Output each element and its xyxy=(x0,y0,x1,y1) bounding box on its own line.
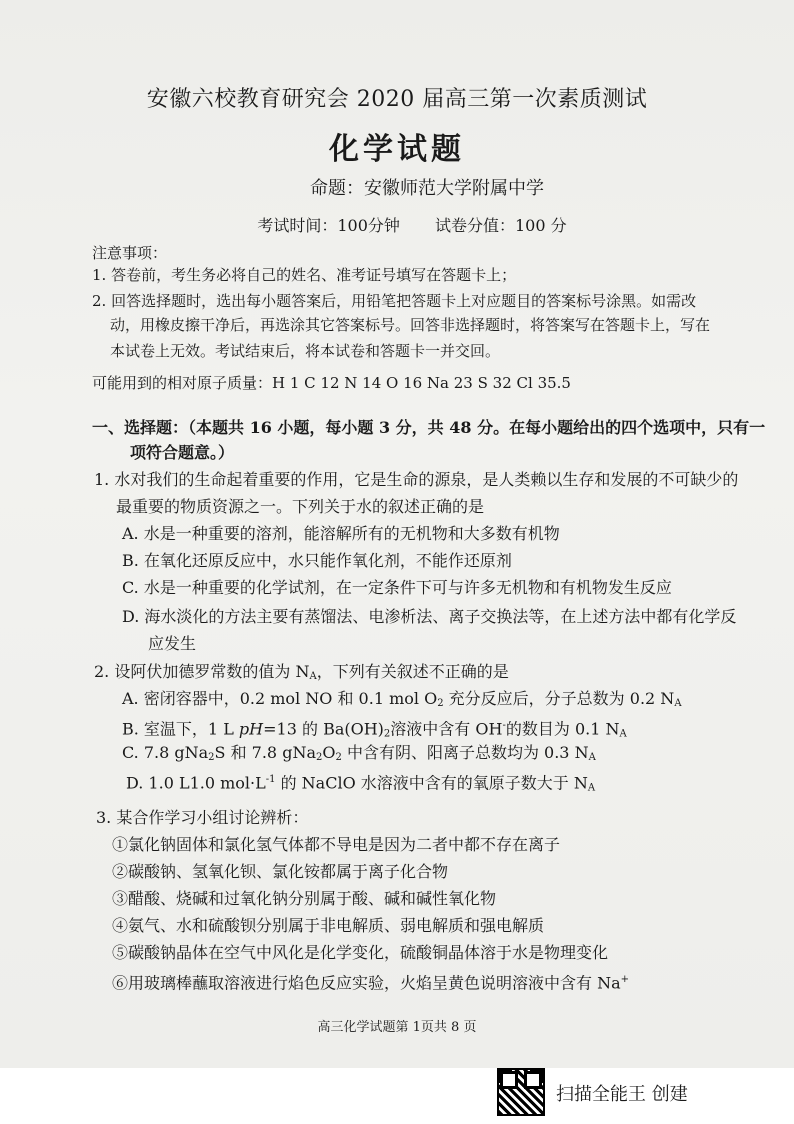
notice-item-1: 1. 答卷前，考生务必将自己的姓名、准考证号填写在答题卡上； xyxy=(92,266,517,284)
notice-item-2-cont: 动，用橡皮擦干净后，再选涂其它答案标号。回答非选择题时，将答案写在答题卡上，写在 xyxy=(110,316,711,334)
q3-statement-4: ④氨气、水和硫酸钡分别属于非电解质、弱电解质和强电解质 xyxy=(112,916,545,935)
q2-option-b: B. 室温下，1 L pH=13 的 $Ba(OH)_2$溶液中含有 OH-的数目为 0.1 $N_A$ xyxy=(122,719,627,740)
section-heading: 一、选择题：（本题共 16 小题，每小题 3 分，共 48 分。在每小题给出的四个选项中，只有一 xyxy=(92,418,766,437)
author-line: 命题：安徽师范大学附属中学 xyxy=(310,178,544,199)
q2-stem: 2. 设阿伏加德罗常数的值为 $N_A$，下列有关叙述不正确的是 xyxy=(94,662,509,682)
q2-option-a: A. 密闭容器中，0.2 mol NO 和 0.1 mol $O_2$ 充分反应后，分子总数为 0.2 $N_A$ xyxy=(122,689,682,709)
qr-code-icon xyxy=(497,1068,545,1116)
q3-statement-6: ⑥用玻璃棒蘸取溶液进行焰色反应实验，火焰呈黄色说明溶液中含有 Na+ xyxy=(112,973,630,993)
q2-option-d: D. 1.0 L1.0 $mol\cdot L^{-1}$ 的 NaClO 水溶液中含有的氧原子数大于 $N_A$ xyxy=(126,773,596,794)
q3-statement-3: ③醋酸、烧碱和过氧化钠分别属于酸、碱和碱性氧化物 xyxy=(112,889,497,908)
q2-option-c: C. 7.8 gNa$_2$S 和 7.8 $gNa_2O_2$ 中含有阴、阳离子总数均为 0.3 $N_A$ xyxy=(122,743,596,763)
scanner-watermark: 扫描全能王 创建 xyxy=(556,1084,688,1105)
notice-item-2: 2. 回答选择题时，选出每小题答案后，用铅笔把答题卡上对应题目的答案标号涂黑。如需改 xyxy=(92,292,697,310)
q3-statement-1: ①氯化钠固体和氯化氢气体都不导电是因为二者中都不存在离子 xyxy=(112,835,561,854)
q1-option-a: A. 水是一种重要的溶剂，能溶解所有的无机物和大多数有机物 xyxy=(122,524,560,543)
q1-option-b: B. 在氧化还原反应中，水只能作氧化剂，不能作还原剂 xyxy=(122,551,512,570)
q3-statement-5: ⑤碳酸钠晶体在空气中风化是化学变化，硫酸铜晶体溶于水是物理变化 xyxy=(112,943,609,962)
section-heading-cont: 项符合题意。） xyxy=(130,443,235,462)
exam-score: 试卷分值：100 分 xyxy=(435,216,567,235)
exam-title: 安徽六校教育研究会 2020 届高三第一次素质测试 xyxy=(146,87,648,112)
page-footer: 高三化学试题第 1页共 8 页 xyxy=(317,1020,477,1035)
q1-option-d-cont: 应发生 xyxy=(148,634,197,653)
subject-title: 化学试题 xyxy=(329,132,465,167)
exam-time: 考试时间：100分钟 xyxy=(257,216,400,235)
q3-stem: 3. 某合作学习小组讨论辨析： xyxy=(96,808,309,827)
notice-heading: 注意事项： xyxy=(92,244,168,262)
q1-option-d: D. 海水淡化的方法主要有蒸馏法、电渗析法、离子交换法等，在上述方法中都有化学反 xyxy=(122,607,737,626)
q1-option-c: C. 水是一种重要的化学试剂，在一定条件下可与许多无机物和有机物发生反应 xyxy=(122,578,672,597)
notice-item-2-cont2: 本试卷上无效。考试结束后，将本试卷和答题卡一并交回。 xyxy=(110,342,501,360)
q3-statement-2: ②碳酸钠、氢氧化钡、氯化铵都属于离子化合物 xyxy=(112,862,449,881)
q1-stem: 1. 水对我们的生命起着重要的作用，它是生命的源泉，是人类赖以生存和发展的不可缺少的 xyxy=(94,470,739,489)
atomic-masses: 可能用到的相对原子质量：H 1 C 12 N 14 O 16 Na 23 S 32 Cl 35.5 xyxy=(92,374,571,392)
q1-stem-cont: 最重要的物质资源之一。下列关于水的叙述正确的是 xyxy=(116,497,485,516)
exam-info xyxy=(0,213,794,236)
